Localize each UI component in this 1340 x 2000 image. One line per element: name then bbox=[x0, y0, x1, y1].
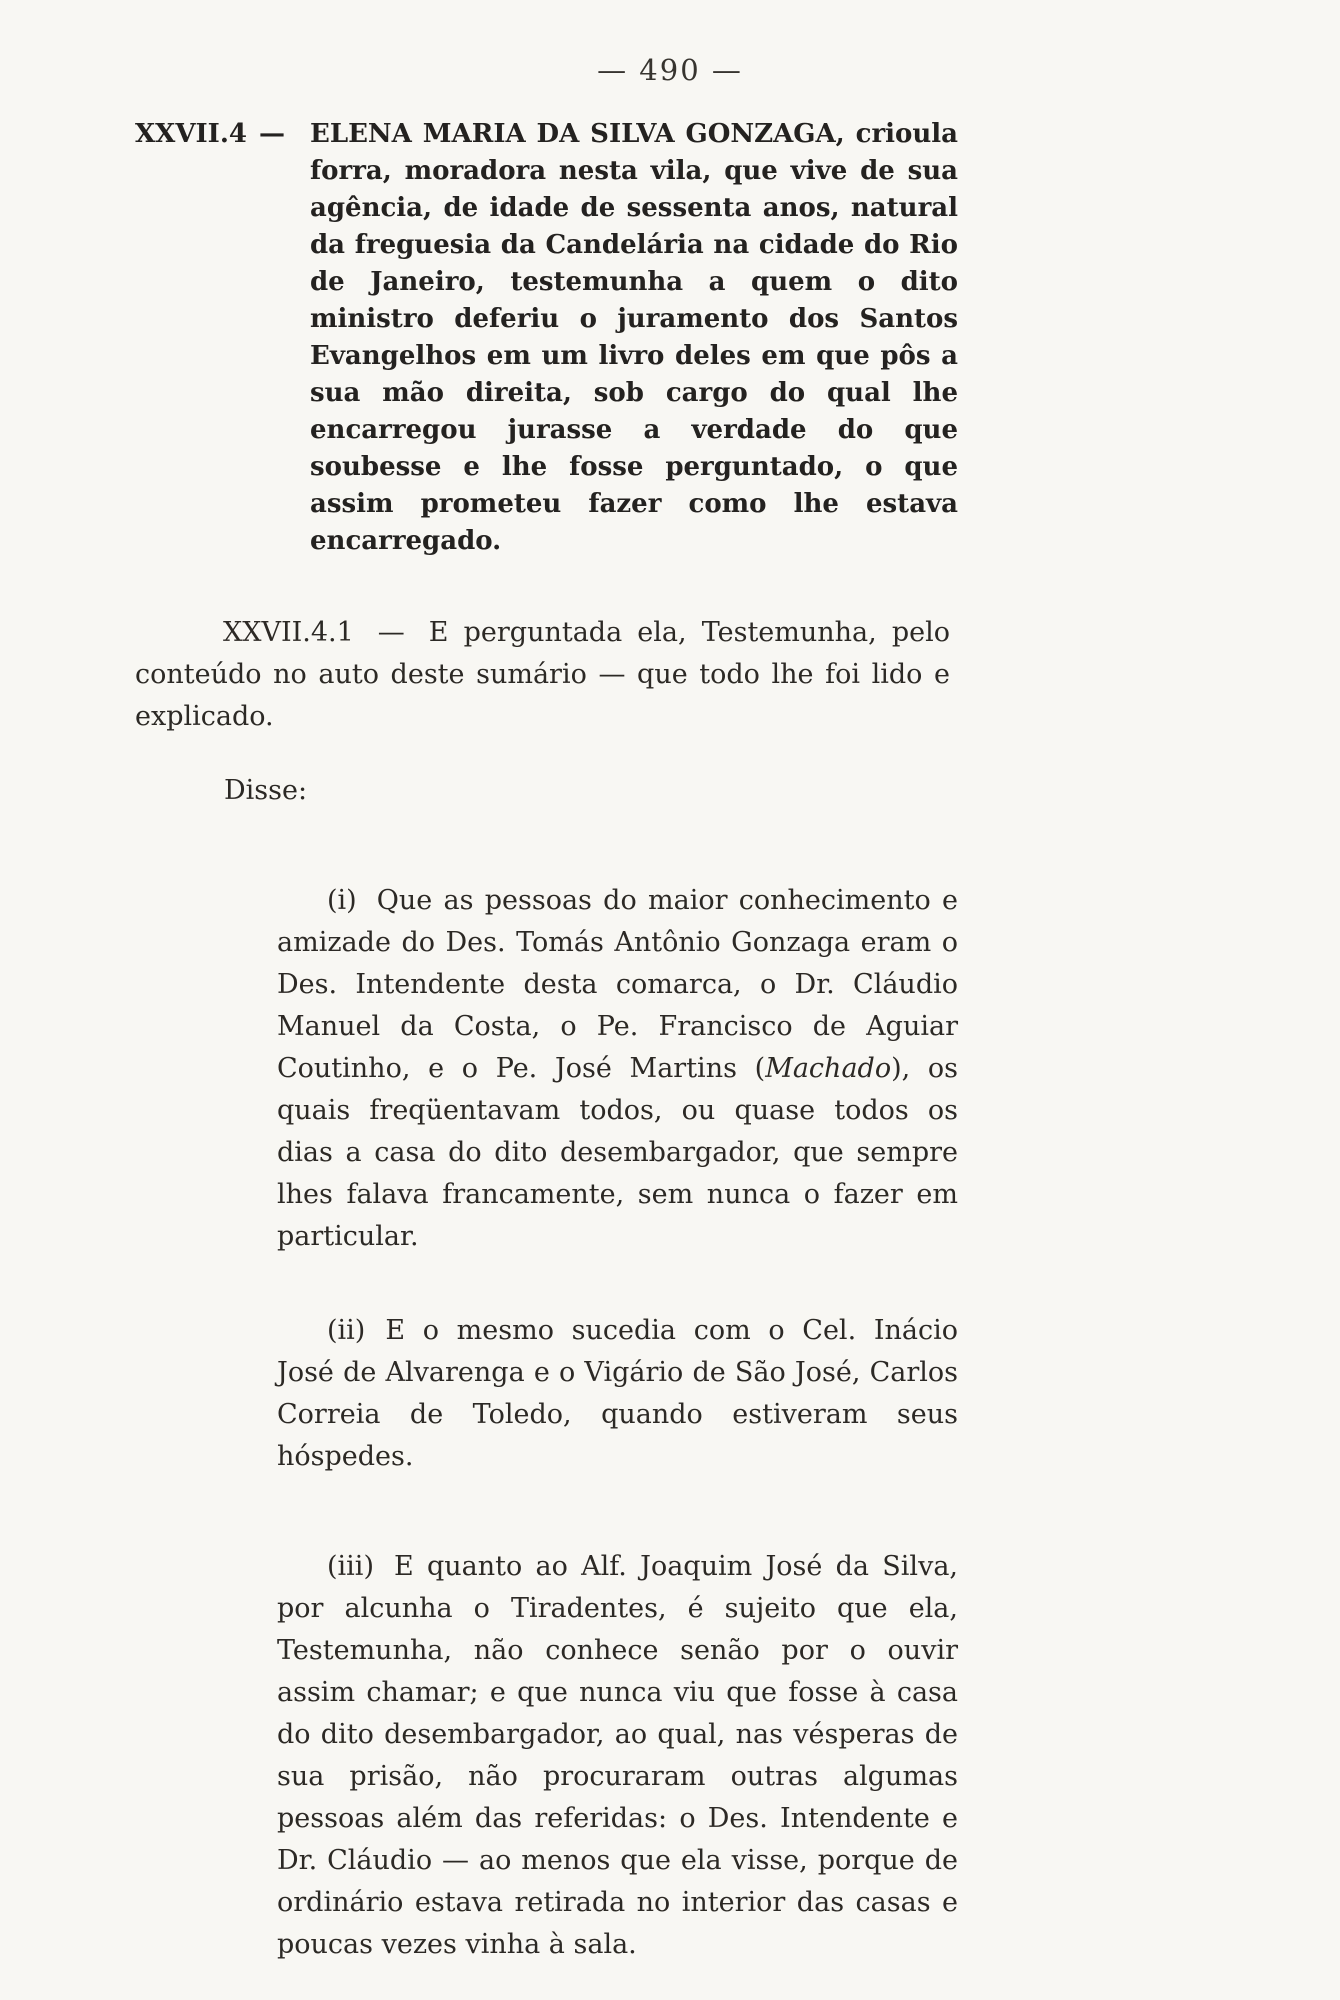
item-i-text-before: Que as pessoas do maior conhecimento e amizade do Des. Tomás Antônio Gonzaga eram o Des. Intendente desta comarca, o Dr. Cláudio Manuel da Costa, o Pe. Francisco de Aguiar Coutinho, e o Pe. José Martins ( bbox=[277, 885, 958, 1084]
subentry-xxvii-4-1 bbox=[135, 612, 950, 738]
entry-dash: — bbox=[259, 119, 285, 149]
item-ii-marker: (ii) bbox=[327, 1315, 366, 1346]
entry-text: ELENA MARIA DA SILVA GONZAGA, crioula forra, moradora nesta vila, que vive de sua agência, de idade de sessenta anos, natural da freguesia da Candelária na cidade do Rio de Janeiro, testemunha a quem o dito ministro deferiu o juramento dos Santos Evangelhos em um livro deles em que pôs a sua mão direita, sob cargo do qual lhe encarregou jurasse a verdade do que soubesse e lhe fosse perguntado, o que assim prometeu fazer como lhe estava encarregado. bbox=[310, 119, 958, 556]
item-i-text-after: ), os quais freqüentavam todos, ou quase todos os dias a casa do dito desembargador, que sempre lhes falava francamente, sem nunca o fazer em particular. bbox=[277, 1053, 959, 1252]
item-iii-marker: (iii) bbox=[327, 1551, 374, 1582]
entry-number: XXVII.4 bbox=[135, 119, 247, 149]
item-i-marker: (i) bbox=[327, 885, 357, 916]
item-iii-text: E quanto ao Alf. Joaquim José da Silva, por alcunha o Tiradentes, é sujeito que ela, Testemunha, não conhece senão por o ouvir assim chamar; e que nunca viu que fosse à casa do dito desembargador, ao qual, nas vésperas de sua prisão, não procuraram outras algumas pessoas além das referidas: o Des. Intendente e Dr. Cláudio — ao menos que ela visse, porque de ordinário estava retirada no interior das casas e poucas vezes vinha à sala. bbox=[277, 1551, 958, 1960]
deposition-item-iii bbox=[277, 1546, 958, 1966]
item-i-text-italic: Machado bbox=[765, 1053, 892, 1084]
deposition-item-ii bbox=[277, 1310, 958, 1478]
page-number: — 490 — bbox=[597, 53, 743, 87]
deposition-item-i bbox=[277, 880, 958, 1258]
entry-xxvii-4 bbox=[135, 116, 958, 560]
subentry-text: E perguntada ela, Testemunha, pelo conteúdo no auto deste sumário — que todo lhe foi lido e explicado. bbox=[135, 617, 950, 732]
item-ii-text: E o mesmo sucedia com o Cel. Inácio José de Alvarenga e o Vigário de São José, Carlos Correia de Toledo, quando estiveram seus hóspedes. bbox=[277, 1315, 958, 1472]
subentry-number: XXVII.4.1 bbox=[223, 617, 354, 648]
subentry-dash: — bbox=[377, 617, 405, 648]
disse-label: Disse: bbox=[224, 775, 308, 806]
entry-label bbox=[135, 116, 285, 560]
